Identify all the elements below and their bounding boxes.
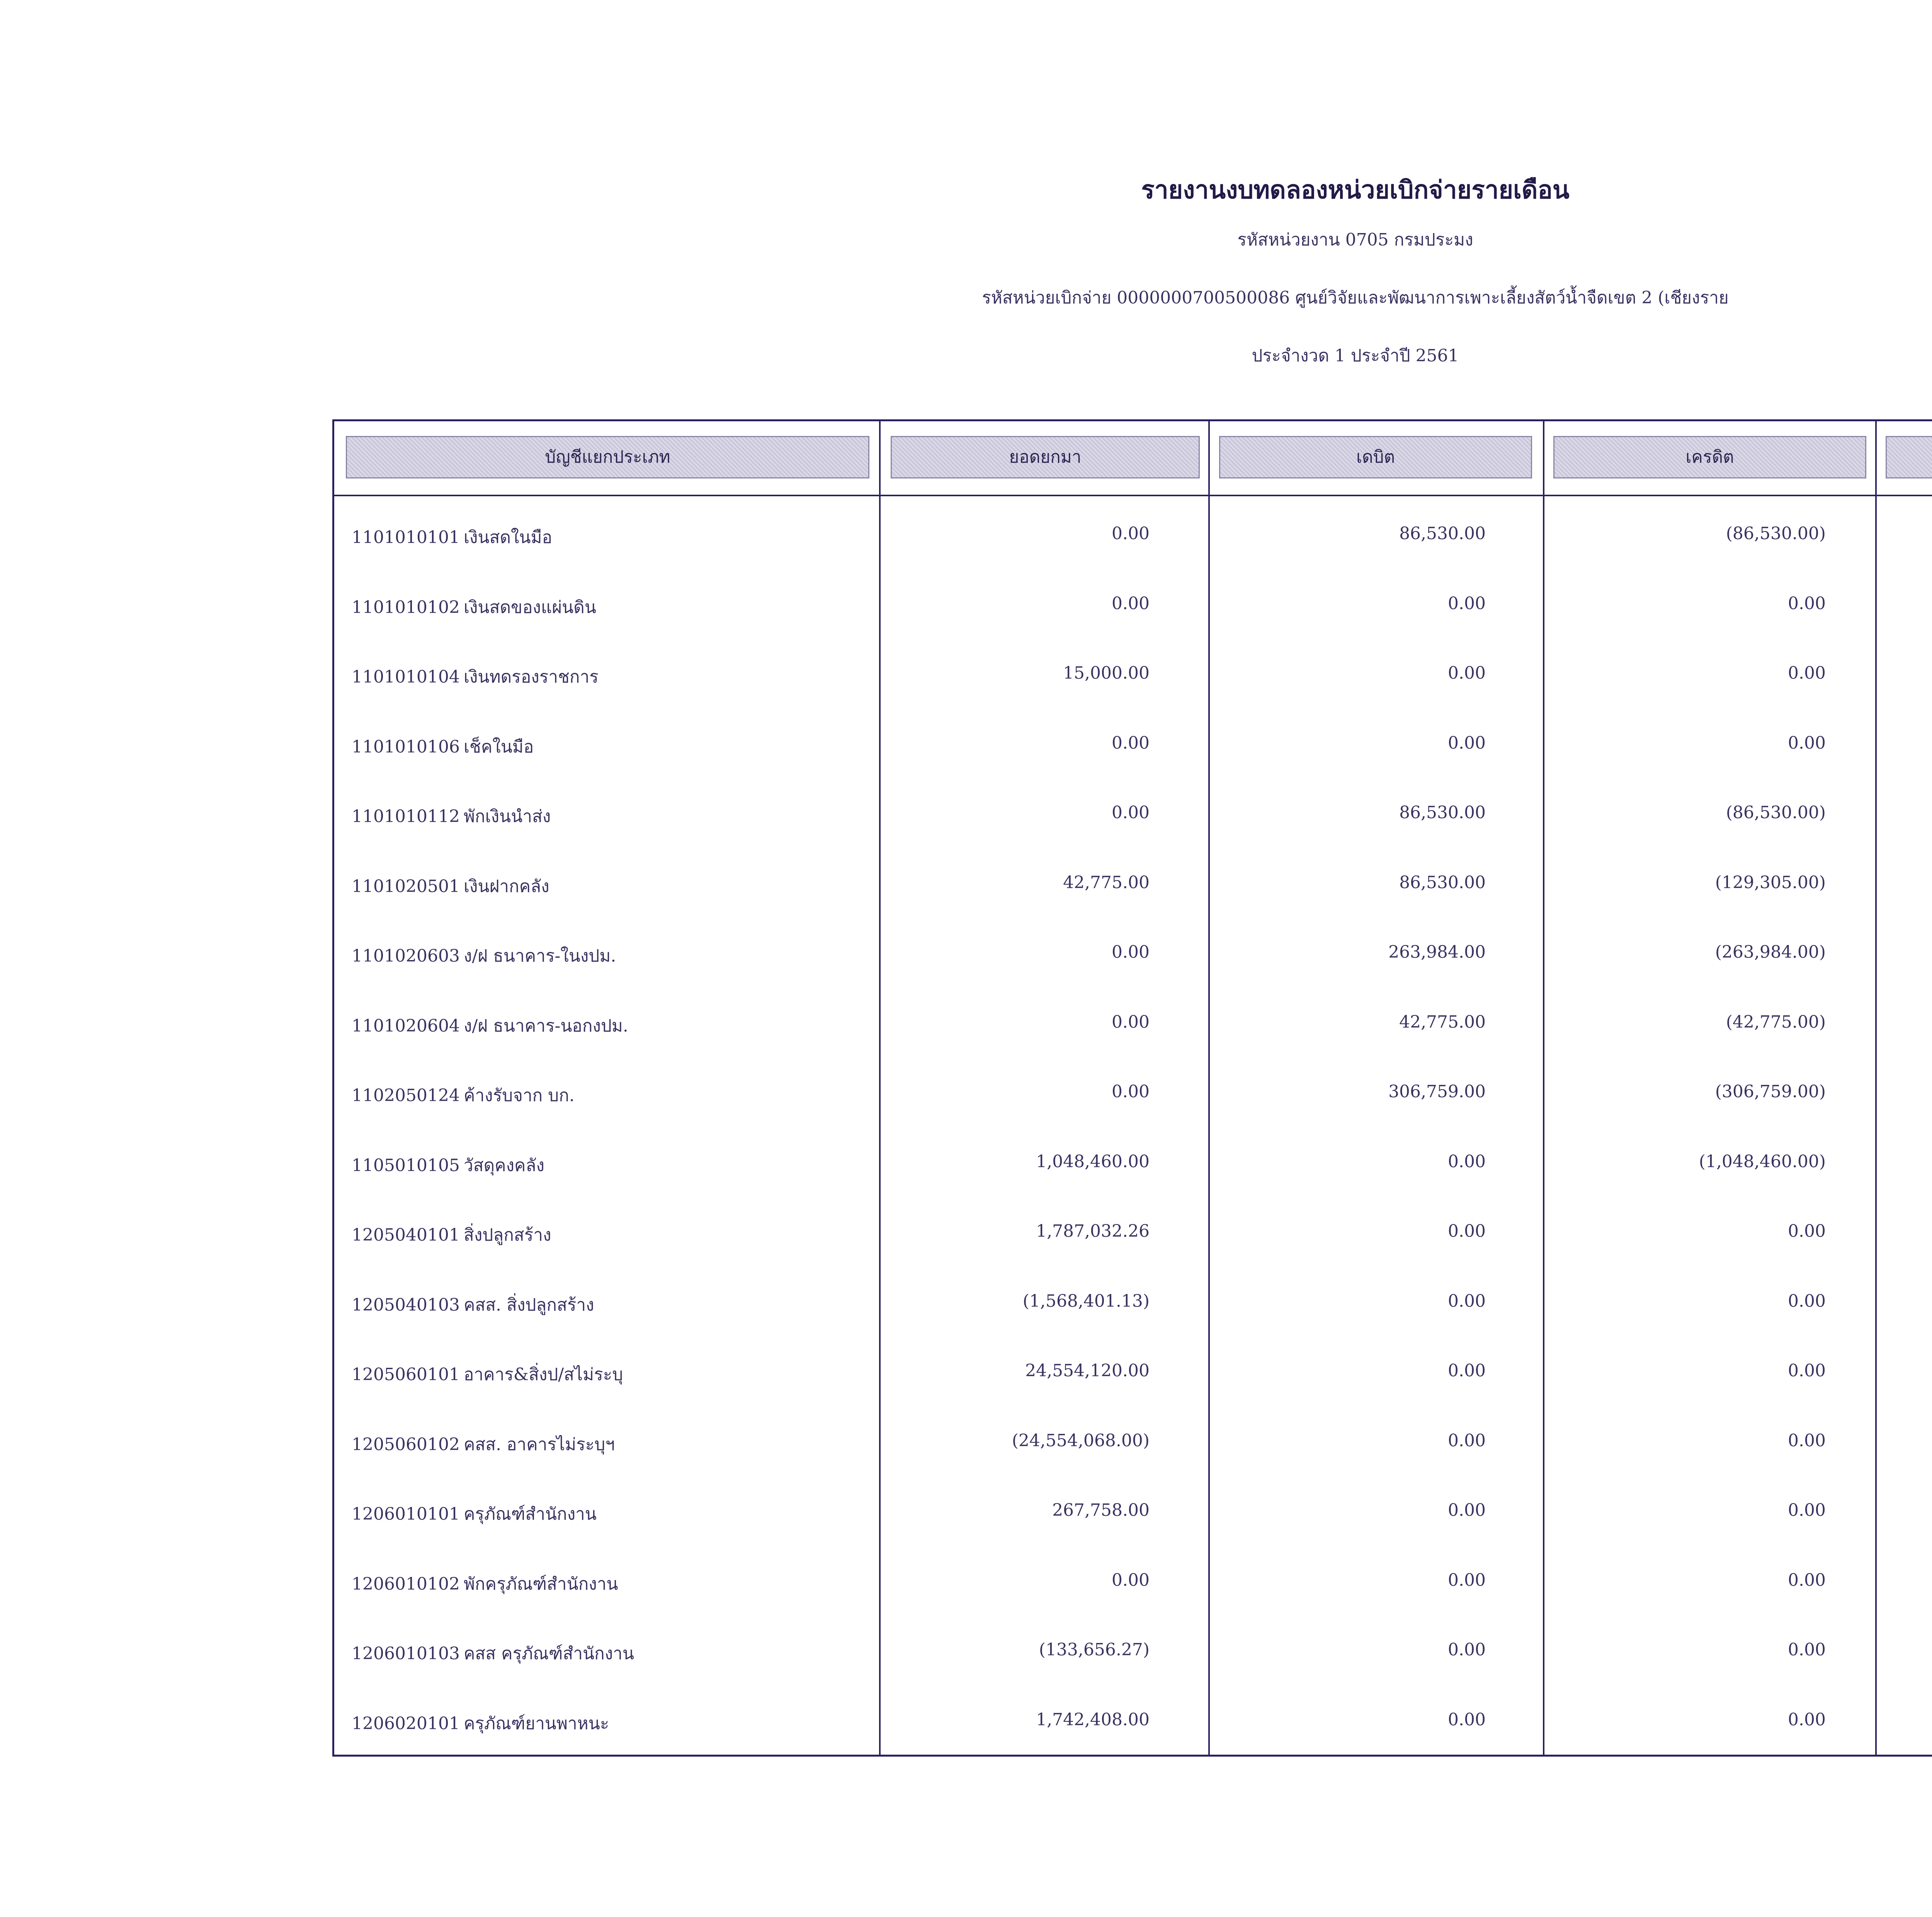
brought-forward-cell: 0.00	[1112, 1012, 1150, 1032]
account-name: คสส ครุภัณฑ์สำนักงาน	[464, 1644, 634, 1663]
brought-forward-cell: 24,554,120.00	[1025, 1361, 1150, 1381]
account-code: 1105010105	[352, 1156, 460, 1175]
carried-forward-cell	[1864, 942, 1932, 962]
account-name: ง/ฝ ธนาคาร-นอกงปม.	[464, 1016, 628, 1036]
debit-cell: 86,530.00	[1399, 873, 1486, 892]
brought-forward-cell: (1,568,401.13)	[1022, 1291, 1150, 1311]
debit-cell: 0.00	[1448, 1570, 1486, 1590]
account-cell	[352, 803, 551, 830]
account-name: เงินทดรองราชการ	[464, 667, 599, 687]
brought-forward-cell: 0.00	[1112, 1570, 1150, 1590]
account-code: 1205040103	[352, 1295, 460, 1315]
carried-forward-cell	[1864, 1012, 1932, 1032]
column-header-brought-forward: ยอดยกมา	[891, 436, 1200, 478]
debit-cell: 0.00	[1448, 1361, 1486, 1381]
carried-forward-cell	[1864, 1221, 1932, 1241]
brought-forward-cell: 0.00	[1112, 942, 1150, 962]
account-name: ง/ฝ ธนาคาร-ในงปม.	[464, 946, 616, 966]
debit-cell: 86,530.00	[1399, 803, 1486, 822]
debit-cell: 0.00	[1448, 1640, 1486, 1660]
column-header-account: บัญชีแยกประเภท	[346, 436, 869, 478]
credit-cell: 0.00	[1788, 594, 1826, 613]
debit-cell: 0.00	[1448, 594, 1486, 613]
credit-cell: 0.00	[1788, 733, 1826, 753]
account-name: เช็คในมือ	[464, 737, 534, 757]
credit-cell: 0.00	[1788, 1291, 1826, 1311]
debit-cell: 0.00	[1448, 1500, 1486, 1520]
carried-forward-cell	[1864, 524, 1932, 543]
account-code: 1101010102	[352, 598, 460, 617]
account-code: 1102050124	[352, 1086, 460, 1105]
debit-cell: 0.00	[1448, 1221, 1486, 1241]
credit-cell: 0.00	[1788, 1361, 1826, 1381]
account-code: 1206020101	[352, 1714, 460, 1733]
brought-forward-cell: 0.00	[1112, 594, 1150, 613]
credit-cell: 0.00	[1788, 1221, 1826, 1241]
period-line: ประจำงวด 1 ประจำปี 2561	[1252, 346, 1459, 366]
credit-cell: (1,048,460.00)	[1699, 1152, 1826, 1171]
account-name: คสส. สิ่งปลูกสร้าง	[464, 1295, 594, 1315]
carried-forward-cell	[1864, 1361, 1932, 1381]
carried-forward-cell	[1864, 594, 1932, 613]
column-header-debit: เดบิต	[1219, 436, 1532, 478]
carried-forward-cell	[1864, 1082, 1932, 1102]
account-name: ครุภัณฑ์สำนักงาน	[464, 1504, 597, 1524]
credit-cell: 0.00	[1788, 1640, 1826, 1660]
account-name: ครุภัณฑ์ยานพาหนะ	[464, 1714, 609, 1733]
account-cell	[352, 1291, 594, 1318]
account-code: 1101010104	[352, 667, 460, 687]
account-cell	[352, 1361, 623, 1388]
account-cell	[352, 1570, 618, 1597]
account-code: 1206010101	[352, 1504, 460, 1524]
debit-cell: 306,759.00	[1388, 1082, 1486, 1102]
brought-forward-cell: 1,048,460.00	[1036, 1152, 1150, 1171]
account-cell	[352, 663, 599, 690]
account-code: 1205040101	[352, 1225, 460, 1245]
brought-forward-cell: 1,742,408.00	[1036, 1710, 1150, 1730]
account-name: เงินสดของแผ่นดิน	[464, 598, 596, 617]
carried-forward-cell	[1864, 1431, 1932, 1451]
carried-forward-cell	[1864, 1291, 1932, 1311]
carried-forward-cell	[1864, 733, 1932, 753]
debit-cell: 0.00	[1448, 663, 1486, 683]
carried-forward-cell	[1864, 1500, 1932, 1520]
debit-cell: 0.00	[1448, 1431, 1486, 1451]
account-name: วัสดุคงคลัง	[464, 1156, 544, 1175]
account-code: 1101010101	[352, 528, 460, 547]
credit-cell: 0.00	[1788, 1431, 1826, 1451]
credit-cell: (86,530.00)	[1726, 803, 1826, 822]
brought-forward-cell: (24,554,068.00)	[1012, 1431, 1150, 1451]
debit-cell: 0.00	[1448, 1710, 1486, 1730]
brought-forward-cell: 15,000.00	[1063, 663, 1150, 683]
account-cell	[352, 1082, 575, 1109]
column-header-carried-forward	[1886, 436, 1932, 478]
account-name: อาคาร&สิ่งป/สไม่ระบุ	[464, 1365, 623, 1384]
account-cell	[352, 1152, 544, 1179]
debit-cell: 0.00	[1448, 1291, 1486, 1311]
brought-forward-cell: 0.00	[1112, 733, 1150, 753]
account-name: พักเงินนำส่ง	[464, 807, 551, 826]
trial-balance-table	[332, 419, 1932, 1757]
brought-forward-cell: 1,787,032.26	[1036, 1221, 1150, 1241]
account-name: พักครุภัณฑ์สำนักงาน	[464, 1574, 618, 1594]
account-code: 1205060101	[352, 1365, 460, 1384]
account-name: เงินสดในมือ	[464, 528, 553, 547]
carried-forward-cell	[1864, 1152, 1932, 1171]
account-name: คสส. อาคารไม่ระบุฯ	[464, 1435, 615, 1454]
credit-cell: (263,984.00)	[1715, 942, 1826, 962]
account-code: 1101020603	[352, 946, 460, 966]
report-title: รายงานงบทดลองหน่วยเบิกจ่ายรายเดือน	[1141, 175, 1570, 204]
account-cell	[352, 1500, 597, 1527]
debit-cell: 86,530.00	[1399, 524, 1486, 543]
account-code: 1205060102	[352, 1435, 460, 1454]
brought-forward-cell: 267,758.00	[1052, 1500, 1150, 1520]
account-cell	[352, 873, 549, 900]
credit-cell: 0.00	[1788, 1570, 1826, 1590]
brought-forward-cell: 0.00	[1112, 803, 1150, 822]
credit-cell: 0.00	[1788, 1710, 1826, 1730]
account-name: เงินฝากคลัง	[464, 877, 549, 896]
credit-cell: (86,530.00)	[1726, 524, 1826, 543]
debit-cell: 0.00	[1448, 733, 1486, 753]
account-cell	[352, 1221, 551, 1248]
account-cell	[352, 1012, 628, 1039]
account-cell	[352, 524, 552, 551]
carried-forward-cell	[1864, 803, 1932, 822]
account-name: สิ่งปลูกสร้าง	[464, 1225, 551, 1245]
credit-cell: 0.00	[1788, 663, 1826, 683]
account-cell	[352, 1710, 609, 1737]
debit-cell: 0.00	[1448, 1152, 1486, 1171]
carried-forward-cell	[1864, 1570, 1932, 1590]
carried-forward-cell	[1864, 873, 1932, 892]
account-code: 1206010103	[352, 1644, 460, 1663]
account-code: 1101020501	[352, 877, 460, 896]
brought-forward-cell: 0.00	[1112, 1082, 1150, 1102]
credit-cell: 0.00	[1788, 1500, 1826, 1520]
credit-cell: (129,305.00)	[1715, 873, 1826, 892]
carried-forward-cell	[1864, 663, 1932, 683]
account-code: 1206010102	[352, 1574, 460, 1594]
credit-cell: (306,759.00)	[1715, 1082, 1826, 1102]
account-cell	[352, 1640, 634, 1667]
debit-cell: 42,775.00	[1399, 1012, 1486, 1032]
account-code: 1101010106	[352, 737, 460, 757]
account-code: 1101010112	[352, 807, 460, 826]
account-cell	[352, 594, 596, 621]
account-cell	[352, 733, 534, 760]
account-code: 1101020604	[352, 1016, 460, 1036]
account-name: ค้างรับจาก บก.	[464, 1086, 575, 1105]
credit-cell: (42,775.00)	[1726, 1012, 1826, 1032]
header-divider	[334, 495, 1932, 496]
account-cell	[352, 1431, 615, 1458]
debit-cell: 263,984.00	[1388, 942, 1486, 962]
brought-forward-cell: (133,656.27)	[1039, 1640, 1150, 1660]
agency-line: รหัสหน่วยงาน 0705 กรมประมง	[1237, 230, 1473, 250]
carried-forward-cell	[1864, 1710, 1932, 1730]
brought-forward-cell: 42,775.00	[1063, 873, 1150, 892]
column-header-credit: เครดิต	[1553, 436, 1866, 478]
disbursement-unit-line: รหัสหน่วยเบิกจ่าย 0000000700500086 ศูนย์วิจัยและพัฒนาการเพาะเลี้ยงสัตว์น้ำจืดเขต 2 (เชียงราย	[982, 288, 1729, 308]
carried-forward-cell	[1864, 1640, 1932, 1660]
account-cell	[352, 942, 616, 969]
brought-forward-cell: 0.00	[1112, 524, 1150, 543]
